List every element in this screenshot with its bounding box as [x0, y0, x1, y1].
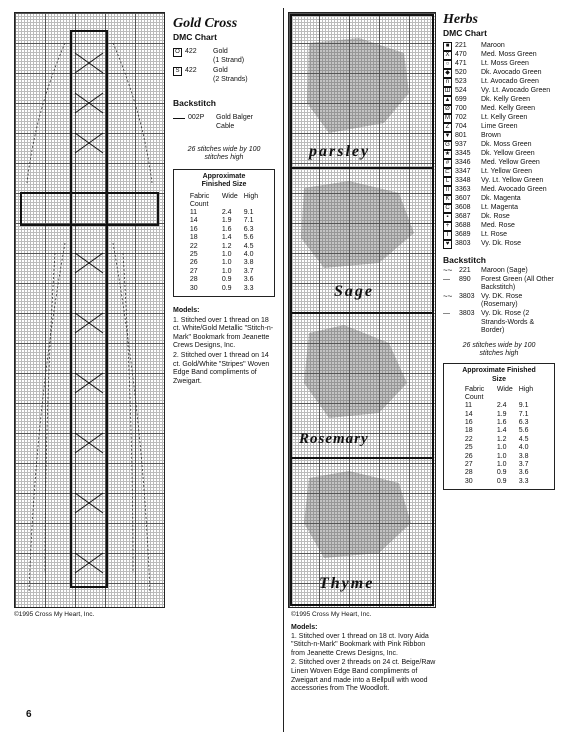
thread-row — [443, 69, 555, 78]
backstitch-wave-icon: ~~ — [443, 266, 453, 275]
thread-symbol-icon: ♥ — [443, 240, 452, 249]
model-text: 2. Stitched over 1 thread on 14 ct. Gold/White "Stripes" Woven Edge Band compliments of Zweigart. — [173, 351, 270, 385]
panel-word-sage: Sage — [334, 283, 374, 300]
text: 523 — [455, 78, 467, 85]
text: High — [243, 192, 259, 200]
text: 16 — [464, 418, 473, 426]
text: 27 — [464, 460, 473, 468]
text: 471 — [455, 60, 467, 67]
text: Lt. Yellow Green — [481, 168, 532, 175]
text: 3688 — [455, 222, 471, 229]
text: 7.1 — [518, 410, 529, 418]
herbs-size-table-grid — [462, 386, 536, 486]
text: 1.0 — [496, 460, 507, 468]
thread-row — [443, 105, 555, 114]
text: 22 — [464, 435, 473, 443]
text: 18 — [464, 427, 473, 435]
thread-row — [443, 141, 555, 150]
thread-row — [443, 213, 555, 222]
panel-word-rosemary: Rosemary — [299, 431, 369, 447]
table-row — [187, 251, 261, 259]
thread-symbol-icon: ■ — [443, 42, 452, 51]
herbs-size-table — [443, 363, 555, 490]
text: 28 — [464, 469, 473, 477]
text: 16 — [189, 225, 198, 233]
text: 1.9 — [496, 410, 507, 418]
text: Med. Rose — [481, 222, 515, 229]
text: 26 — [189, 259, 198, 267]
text: 3.7 — [243, 267, 254, 275]
text: 27 — [189, 267, 198, 275]
text: 4.0 — [243, 250, 254, 258]
text: 1.4 — [496, 427, 507, 435]
table-row — [462, 411, 536, 419]
text: 1.0 — [221, 259, 232, 267]
text: (1 Strand) — [213, 56, 245, 64]
text: Gold — [213, 48, 228, 55]
symbol-o-icon: O — [173, 48, 182, 57]
text: 704 — [455, 123, 467, 130]
thread-symbol-icon: ◆ — [443, 69, 452, 78]
text: 5.6 — [243, 234, 254, 242]
text: 3.3 — [243, 284, 254, 292]
text: 3363 — [455, 186, 471, 193]
thread-symbol-icon: ★ — [444, 151, 451, 157]
text: 221 — [455, 42, 467, 49]
text: Vy. Lt. Avocado Green — [481, 87, 551, 94]
text: Dk. Avocado Green — [481, 69, 542, 76]
text: (2 Strands) — [213, 75, 248, 83]
text: Approximate Finished Size — [462, 366, 536, 383]
text: 3687 — [455, 213, 471, 220]
symbol-s-icon: S — [173, 67, 182, 76]
thread-row — [443, 231, 555, 240]
text: Dk. Yellow Green — [481, 150, 535, 157]
thread-row — [443, 159, 555, 168]
text: 6.3 — [518, 418, 529, 426]
copyright-right: ©1995 Cross My Heart, Inc. — [291, 611, 372, 618]
text: Gold Balger Cable — [216, 114, 253, 130]
text: 1.9 — [221, 217, 232, 225]
thread-symbol-icon: ▼ — [444, 133, 451, 139]
model-text: 1. Stitched over 1 thread on 18 ct. Ivory Aida "Stitch-n-Mark" Bookmark with Pink Ribbon from Jeanette Crews Designs, Inc. — [291, 632, 429, 657]
table-row — [187, 243, 261, 251]
table-row — [462, 469, 536, 477]
thread-row — [443, 123, 555, 132]
text: 18 — [189, 234, 198, 242]
thread-symbol-icon: Ø — [443, 105, 452, 114]
herbs-title: Herbs — [443, 12, 478, 27]
text: 6.3 — [243, 225, 254, 233]
text: 470 — [455, 51, 467, 58]
text: 3803 — [459, 292, 475, 300]
text: 524 — [455, 87, 467, 94]
table-row — [187, 226, 261, 234]
text: 7.1 — [243, 217, 254, 225]
thread-symbol-icon: + — [443, 222, 452, 231]
text: 3607 — [455, 195, 471, 202]
table-row — [187, 259, 261, 267]
text: Dk. Rose — [481, 213, 510, 220]
table-row — [462, 386, 536, 402]
text: 3346 — [455, 159, 471, 166]
text: 3.6 — [243, 276, 254, 284]
text: 2.4 — [496, 402, 507, 410]
text: 3.7 — [518, 460, 529, 468]
text: 25 — [189, 250, 198, 258]
text: 422 — [185, 48, 197, 55]
text: Wide — [496, 386, 513, 394]
text: Brown — [481, 132, 501, 139]
table-row — [187, 217, 261, 225]
panel-word-thyme: Thyme — [319, 575, 375, 592]
text: 1.4 — [221, 234, 232, 242]
text: Maroon (Sage) — [481, 267, 528, 274]
text: Lt. Kelly Green — [481, 114, 528, 121]
table-row — [462, 444, 536, 452]
text: Vy. Lt. Yellow Green — [481, 177, 544, 184]
text: Wide — [221, 192, 238, 200]
text: 2.4 — [221, 208, 232, 216]
table-row — [462, 461, 536, 469]
backstitch-line-icon — [173, 118, 185, 119]
text: 1.6 — [496, 418, 507, 426]
text: 28 — [189, 276, 198, 284]
text: 0.9 — [221, 276, 232, 284]
table-row — [187, 268, 261, 276]
text: Med. Avocado Green — [481, 186, 547, 193]
text: 0.9 — [496, 477, 507, 485]
thread-symbol-icon: ▪ — [443, 213, 452, 222]
text: 3803 — [459, 309, 475, 317]
text: 520 — [455, 69, 467, 76]
thread-symbol-icon: M — [445, 115, 450, 121]
text: Gold — [213, 67, 228, 75]
text: Models: — [291, 624, 318, 631]
backstitch-line-icon: — — [443, 309, 450, 317]
thread-row — [173, 67, 275, 84]
herbs-backstitch-list — [443, 267, 555, 336]
backstitch-wave-icon: ~~ — [443, 291, 453, 301]
size-table — [173, 169, 275, 297]
herbs-stitch-count: 26 stitches wide by 100 stitches high — [462, 341, 536, 358]
thread-row — [443, 222, 555, 231]
table-row — [187, 209, 261, 217]
text: 1.0 — [496, 452, 507, 460]
text: 9.1 — [243, 208, 254, 216]
text: 3345 — [455, 150, 471, 157]
text: 3.3 — [518, 477, 529, 485]
text: 1.2 — [496, 435, 507, 443]
text: 1.0 — [496, 444, 507, 452]
thread-row — [443, 42, 555, 51]
backstitch-row — [443, 276, 555, 293]
text: 890 — [459, 275, 471, 283]
text: Vy. DK. Rose (Rosemary) — [481, 292, 523, 309]
backstitch-row — [443, 293, 555, 310]
text: 26 — [464, 452, 473, 460]
text: Lime Green — [481, 123, 518, 130]
thread-row — [443, 240, 555, 249]
text: 4.0 — [518, 444, 529, 452]
text: 699 — [455, 96, 467, 103]
text: Fabric Count — [464, 386, 485, 402]
text: 4.5 — [518, 435, 529, 443]
thread-row — [443, 51, 555, 60]
text: 002P — [188, 114, 205, 122]
table-row — [187, 193, 261, 209]
text: 14 — [464, 410, 473, 418]
thread-symbol-icon: n — [443, 78, 452, 87]
text: 3.8 — [518, 452, 529, 460]
thread-symbol-icon: K — [443, 195, 452, 204]
text: 11 — [189, 208, 198, 216]
text: 11 — [464, 402, 473, 410]
text: 0.9 — [496, 469, 507, 477]
table-row — [187, 234, 261, 242]
thread-row — [443, 96, 555, 105]
text: 30 — [189, 284, 198, 292]
gold-cross-title: Gold Cross — [173, 16, 238, 31]
thread-symbol-icon: Ш — [444, 88, 451, 94]
herbs-backstitch-heading: Backstitch — [443, 255, 486, 265]
thread-row — [443, 150, 555, 159]
text: 422 — [185, 67, 197, 75]
thread-symbol-icon: L — [443, 177, 452, 186]
text: 1.6 — [221, 225, 232, 233]
backstitch-row — [443, 267, 555, 276]
text: 0.9 — [221, 284, 232, 292]
gold-cross-key — [173, 16, 275, 386]
thread-symbol-icon: C — [443, 204, 452, 213]
text: 1.0 — [221, 267, 232, 275]
thread-symbol-icon: # — [443, 159, 452, 168]
text: 3347 — [455, 168, 471, 175]
copyright-left: ©1995 Cross My Heart, Inc. — [14, 611, 95, 618]
text: Lt. Magenta — [481, 204, 518, 211]
table-row — [462, 427, 536, 435]
text: Med. Moss Green — [481, 51, 537, 58]
gold-cross-subtitle: DMC Chart — [173, 32, 217, 42]
text: 3803 — [455, 240, 471, 247]
table-row — [462, 478, 536, 486]
text: Forest Green (All Other Backstitch) — [481, 275, 554, 292]
backstitch-row — [443, 310, 555, 336]
text: 9.1 — [518, 402, 529, 410]
table-row — [187, 285, 261, 293]
text: 25 — [464, 444, 473, 452]
column-divider — [283, 8, 284, 732]
text: 5.6 — [518, 427, 529, 435]
model-text: 2. Stitched over 2 threads on 24 ct. Beige/Raw Linen Woven Edge Band compliments of Zweigart and made into a Bellpull with wood accessories from The Woodloft. — [291, 659, 436, 693]
table-row — [187, 276, 261, 284]
text: Med. Yellow Green — [481, 159, 540, 166]
text: Maroon — [481, 42, 505, 49]
text: 801 — [455, 132, 467, 139]
thread-row — [443, 168, 555, 177]
text: 30 — [464, 477, 473, 485]
herbs-key — [443, 12, 555, 490]
size-table-grid — [187, 193, 261, 293]
thread-row — [443, 177, 555, 186]
thread-symbol-icon: Z — [443, 123, 452, 132]
text: Lt. Rose — [481, 231, 508, 238]
text: 221 — [459, 267, 471, 274]
table-row — [462, 453, 536, 461]
thread-symbol-icon: I — [443, 231, 452, 240]
text: 700 — [455, 105, 467, 112]
text: High — [518, 386, 534, 394]
backstitch-row — [173, 114, 275, 131]
stitch-count: 26 stitches wide by 100 stitches high — [187, 145, 261, 162]
text: Vy. Dk. Rose (2 Strands-Words & Border) — [481, 309, 535, 335]
panel-word-parsley: parsley — [309, 143, 371, 160]
gold-cross-chart — [14, 12, 165, 608]
text: 3.8 — [243, 259, 254, 267]
thread-row — [443, 78, 555, 87]
text: Fabric Count — [189, 192, 210, 208]
thread-symbol-icon: G — [443, 141, 452, 150]
thread-symbol-icon: ⊏ — [444, 169, 451, 175]
text: 1.2 — [221, 242, 232, 250]
text: Lt. Avocado Green — [481, 78, 539, 85]
text: Dk. Magenta — [481, 195, 521, 202]
text: Med. Kelly Green — [481, 105, 536, 112]
text: 3.6 — [518, 469, 529, 477]
text: 1.0 — [221, 250, 232, 258]
text: Dk. Moss Green — [481, 141, 532, 148]
model-text: 1. Stitched over 1 thread on 18 ct. White/Gold Metallic "Stitch-n-Mark" Bookmark from Jeanette Crews Designs, Inc. — [173, 316, 274, 350]
thread-row — [173, 48, 275, 65]
text: 937 — [455, 141, 467, 148]
thread-symbol-icon: ○ — [443, 60, 452, 69]
table-row — [462, 419, 536, 427]
thread-symbol-icon: II — [443, 186, 452, 195]
models-heading: Models: — [173, 307, 200, 314]
thread-row — [443, 195, 555, 204]
backstitch-line-icon: — — [443, 275, 450, 283]
herbs-motif — [289, 13, 435, 607]
herbs-subtitle: DMC Chart — [443, 28, 487, 38]
text: 3689 — [455, 231, 471, 238]
text: Dk. Kelly Green — [481, 96, 531, 103]
herbs-models — [291, 624, 441, 694]
text: Approximate Finished Size — [201, 172, 247, 189]
page-number: 6 — [26, 709, 32, 720]
thread-symbol-icon: ▲ — [444, 97, 451, 103]
cross-motif — [15, 13, 164, 607]
text: 3608 — [455, 204, 471, 211]
thread-row — [443, 204, 555, 213]
herbs-chart — [288, 12, 436, 608]
text: Lt. Moss Green — [481, 60, 529, 67]
text: 22 — [189, 242, 198, 250]
text: Vy. Dk. Rose — [481, 240, 522, 247]
text: 4.5 — [243, 242, 254, 250]
thread-row — [443, 60, 555, 69]
backstitch-heading: Backstitch — [173, 98, 216, 109]
text: 3348 — [455, 177, 471, 184]
thread-list — [443, 42, 555, 249]
thread-row — [443, 114, 555, 123]
thread-row — [443, 87, 555, 96]
text: 14 — [189, 217, 198, 225]
table-row — [462, 436, 536, 444]
thread-symbol-icon: X — [443, 51, 452, 60]
thread-row — [443, 186, 555, 195]
text: 702 — [455, 114, 467, 121]
table-row — [462, 402, 536, 410]
thread-row — [443, 132, 555, 141]
